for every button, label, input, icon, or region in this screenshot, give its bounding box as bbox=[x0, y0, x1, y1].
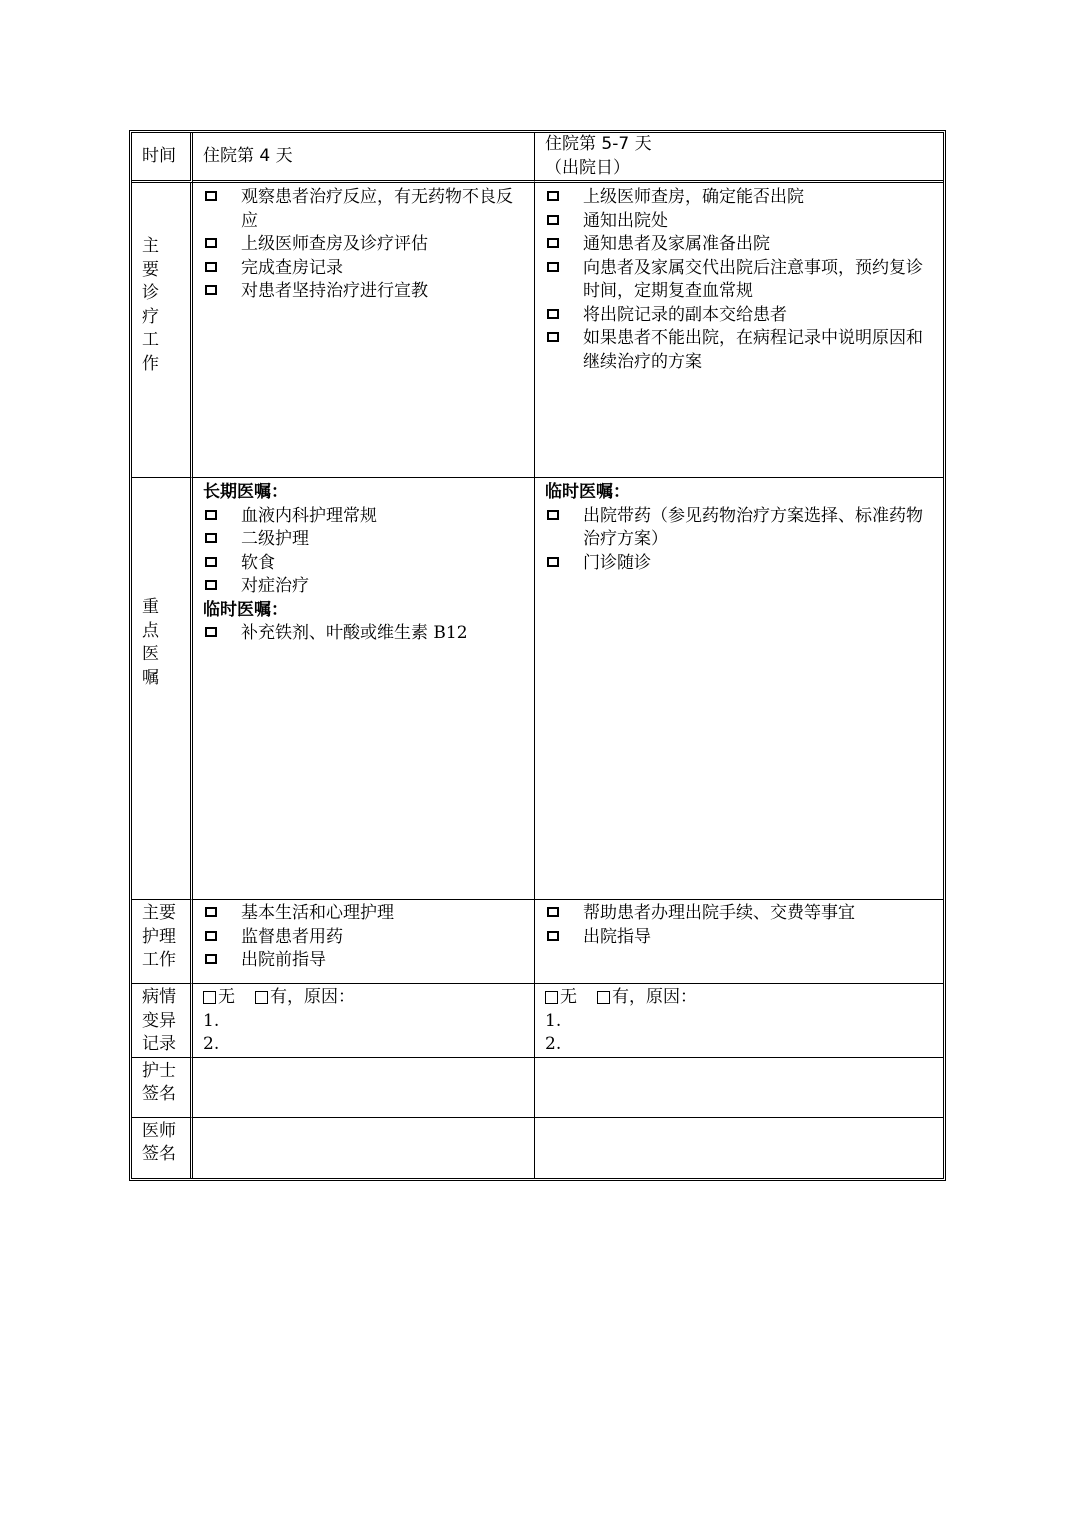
checkbox-icon[interactable] bbox=[547, 215, 559, 225]
checkbox-icon[interactable] bbox=[205, 954, 217, 964]
checkbox-icon[interactable] bbox=[205, 262, 217, 272]
list-item: 上级医师查房及诊疗评估 bbox=[203, 233, 524, 257]
main-work-day4-cell bbox=[193, 183, 535, 478]
checkbox-icon[interactable] bbox=[205, 285, 217, 295]
doctor-sign-label: 医师 签名 bbox=[142, 1120, 176, 1164]
list-item: 监督患者用药 bbox=[203, 926, 524, 950]
nurse-sign-row bbox=[132, 1058, 943, 1118]
doctor-sign-label-cell bbox=[132, 1118, 193, 1178]
variance-row bbox=[132, 984, 943, 1058]
checkbox-icon[interactable] bbox=[545, 991, 558, 1004]
orders-day4-cell bbox=[193, 478, 535, 900]
list-item: 观察患者治疗反应，有无药物不良反应 bbox=[203, 186, 524, 233]
list-item: 二级护理 bbox=[203, 528, 524, 552]
list-item: 如果患者不能出院，在病程记录中说明原因和继续治疗的方案 bbox=[545, 327, 933, 374]
list-item: 基本生活和心理护理 bbox=[203, 902, 524, 926]
variance-yes-label: 有，原因： bbox=[270, 987, 355, 1007]
checkbox-icon[interactable] bbox=[203, 991, 216, 1004]
variance-day4-cell bbox=[193, 984, 535, 1058]
day5-7-header bbox=[535, 133, 943, 180]
checkbox-icon[interactable] bbox=[205, 557, 217, 567]
checkbox-icon[interactable] bbox=[547, 262, 559, 272]
list-item: 将出院记录的副本交给患者 bbox=[545, 304, 933, 328]
variance-options bbox=[545, 986, 933, 1010]
main-work-day5-7-cell bbox=[535, 183, 943, 478]
checkbox-icon[interactable] bbox=[547, 238, 559, 248]
day4-header-cell bbox=[193, 133, 535, 183]
orders-day5-7-cell bbox=[535, 478, 943, 900]
list-item: 血液内科护理常规 bbox=[203, 505, 524, 529]
checkbox-icon[interactable] bbox=[205, 931, 217, 941]
checkbox-icon[interactable] bbox=[205, 907, 217, 917]
list-item: 上级医师查房，确定能否出院 bbox=[545, 186, 933, 210]
checkbox-icon[interactable] bbox=[547, 557, 559, 567]
checkbox-icon[interactable] bbox=[205, 580, 217, 590]
doctor-sign-day4-field[interactable] bbox=[193, 1118, 535, 1178]
checkbox-icon[interactable] bbox=[205, 238, 217, 248]
list-item: 向患者及家属交代出院后注意事项，预约复诊时间，定期复查血常规 bbox=[545, 257, 933, 304]
list-item: 通知出院处 bbox=[545, 210, 933, 234]
variance-label-cell bbox=[132, 984, 193, 1058]
list-item: 软食 bbox=[203, 552, 524, 576]
variance-none-label: 无 bbox=[560, 987, 577, 1007]
orders-label: 重 点 医 嘱 bbox=[142, 597, 159, 688]
long-term-orders-title: 长期医嘱： bbox=[203, 482, 288, 502]
checkbox-icon[interactable] bbox=[547, 309, 559, 319]
orders-label-cell bbox=[132, 478, 193, 900]
checkbox-icon[interactable] bbox=[205, 510, 217, 520]
checkbox-icon[interactable] bbox=[547, 931, 559, 941]
list-item: 补充铁剂、叶酸或维生素 B12 bbox=[203, 622, 524, 646]
nurse-sign-label-cell bbox=[132, 1058, 193, 1118]
nurse-sign-label: 护士 签名 bbox=[142, 1060, 176, 1104]
list-item: 完成查房记录 bbox=[203, 257, 524, 281]
time-label-cell bbox=[132, 133, 193, 183]
checkbox-icon[interactable] bbox=[547, 332, 559, 342]
variance-label: 病情 变异 记录 bbox=[142, 987, 176, 1054]
list-item: 出院带药（参见药物治疗方案选择、标准药物治疗方案） bbox=[545, 505, 933, 552]
list-item: 帮助患者办理出院手续、交费等事宜 bbox=[545, 902, 933, 926]
checkbox-icon[interactable] bbox=[547, 510, 559, 520]
day4-header: 住院第 4 天 bbox=[203, 145, 293, 166]
nurse-sign-day5-7-field[interactable] bbox=[535, 1058, 943, 1118]
doctor-sign-day5-7-field[interactable] bbox=[535, 1118, 943, 1178]
list-item: 出院指导 bbox=[545, 926, 933, 950]
checkbox-icon[interactable] bbox=[547, 191, 559, 201]
main-work-label-cell bbox=[132, 183, 193, 478]
main-work-row bbox=[132, 183, 943, 478]
variance-none-label: 无 bbox=[218, 987, 235, 1007]
nursing-day5-7-cell bbox=[535, 900, 943, 984]
checkbox-icon[interactable] bbox=[205, 533, 217, 543]
time-label: 时间 bbox=[142, 145, 176, 166]
list-item: 对症治疗 bbox=[203, 575, 524, 599]
main-work-label: 主 要 诊 疗 工 作 bbox=[142, 236, 159, 374]
checkbox-icon[interactable] bbox=[547, 907, 559, 917]
checkbox-icon[interactable] bbox=[255, 991, 268, 1004]
variance-options bbox=[203, 986, 524, 1010]
variance-yes-label: 有，原因： bbox=[612, 987, 697, 1007]
header-row bbox=[132, 133, 943, 183]
nursing-label-cell bbox=[132, 900, 193, 984]
checkbox-icon[interactable] bbox=[597, 991, 610, 1004]
clinical-pathway-table bbox=[129, 130, 946, 1181]
list-item: 通知患者及家属准备出院 bbox=[545, 233, 933, 257]
nurse-sign-day4-field[interactable] bbox=[193, 1058, 535, 1118]
variance-line-2: 2. bbox=[203, 1034, 220, 1054]
list-item: 门诊随诊 bbox=[545, 552, 933, 576]
day5-7-header-line1: 住院第 5-7 天 bbox=[545, 134, 652, 154]
temp-orders-title: 临时医嘱： bbox=[203, 599, 288, 620]
checkbox-icon[interactable] bbox=[205, 627, 217, 637]
nursing-row bbox=[132, 900, 943, 984]
list-item: 出院前指导 bbox=[203, 949, 524, 973]
orders-row bbox=[132, 478, 943, 900]
nursing-label: 主要 护理 工作 bbox=[142, 903, 176, 970]
variance-line-2: 2. bbox=[545, 1034, 562, 1054]
temp-orders-title: 临时医嘱： bbox=[545, 482, 630, 502]
list-item: 对患者坚持治疗进行宣教 bbox=[203, 280, 524, 304]
doctor-sign-row bbox=[132, 1118, 943, 1178]
checkbox-icon[interactable] bbox=[205, 191, 217, 201]
day5-7-header-cell bbox=[535, 133, 943, 183]
variance-line-1: 1. bbox=[545, 1010, 562, 1031]
variance-line-1: 1. bbox=[203, 1010, 220, 1031]
day5-7-header-line2: （出院日） bbox=[545, 157, 630, 178]
variance-day5-7-cell bbox=[535, 984, 943, 1058]
nursing-day4-cell bbox=[193, 900, 535, 984]
